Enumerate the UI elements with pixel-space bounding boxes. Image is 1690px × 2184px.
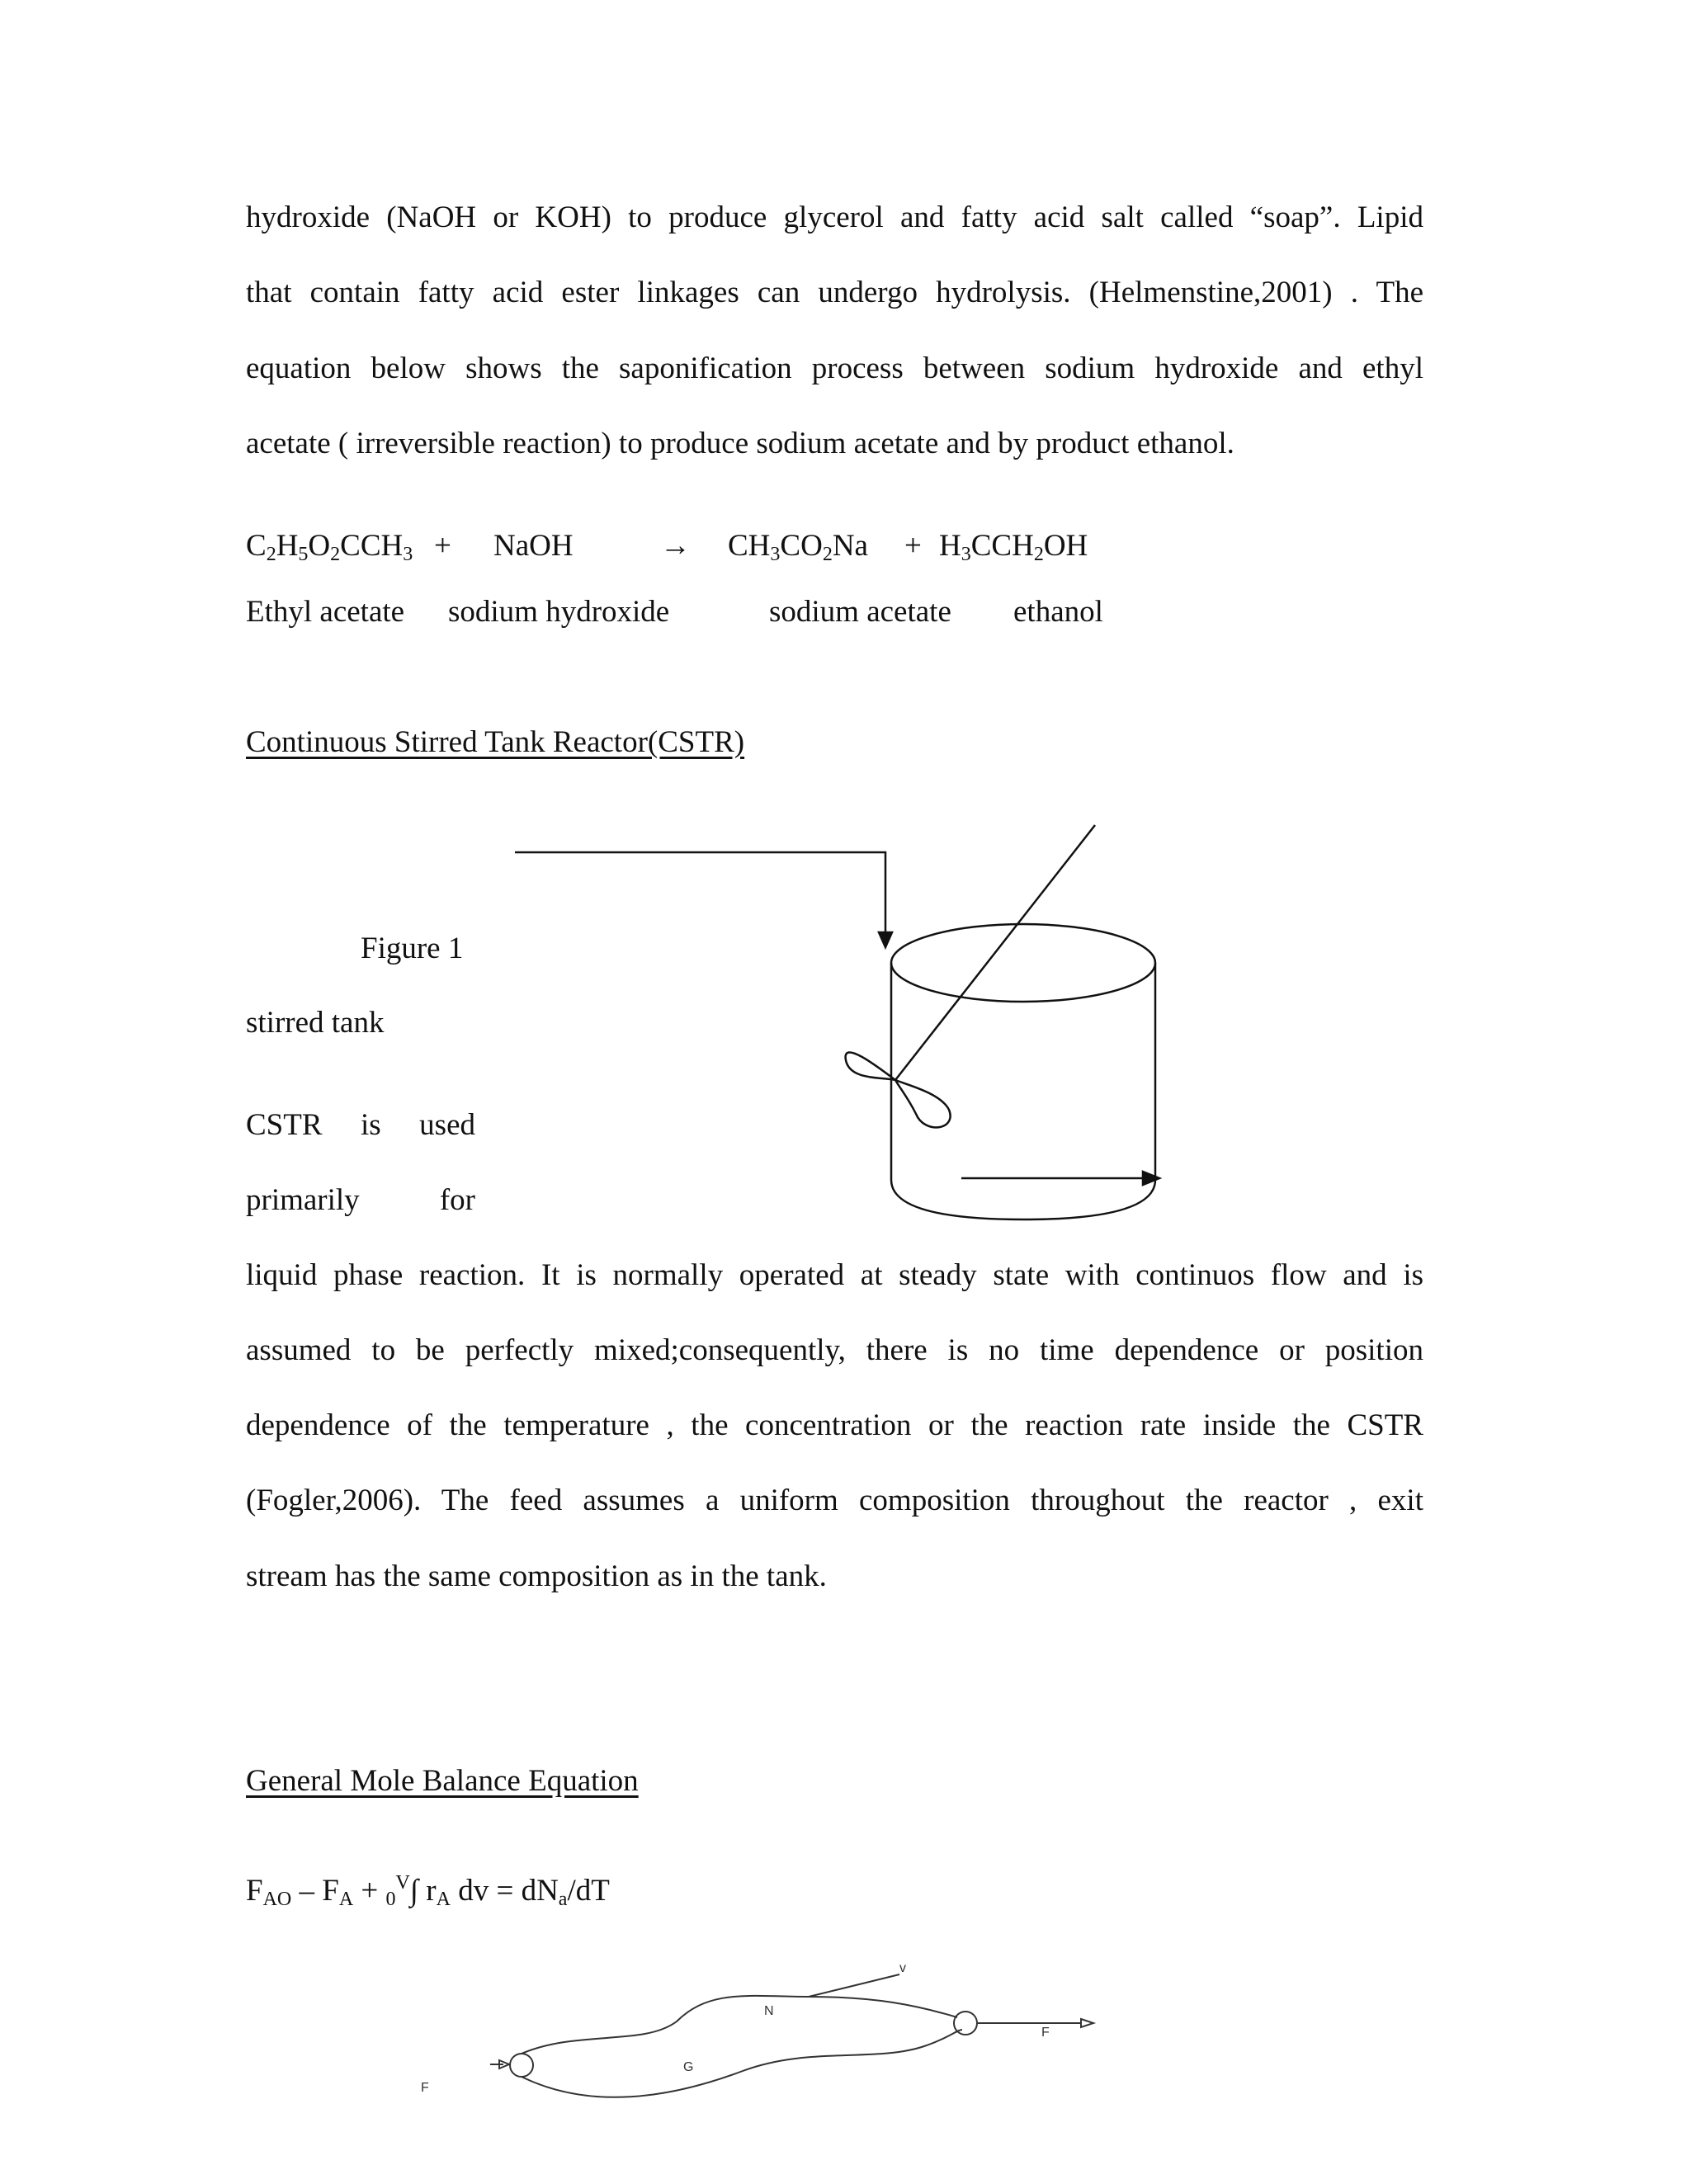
paragraph-line: assumed to be perfectly mixed;consequently, there is no time dependence or position <box>246 1333 1423 1367</box>
paragraph-line: that contain fatty acid ester linkages can undergo hydrolysis. (Helmenstine,2001) . The <box>246 276 1423 309</box>
side-text-line: CSTR is used <box>246 1108 475 1142</box>
volume-label: v <box>899 1961 906 1975</box>
outlet-flow-arrowhead <box>1081 2019 1093 2027</box>
paragraph-line: (Fogler,2006). The feed assumes a uniform composition throughout the reactor , exit <box>246 1484 1423 1517</box>
tank-bottom <box>891 1180 1155 1219</box>
paragraph-line: dependence of the temperature , the concentration or the reaction rate inside the CSTR <box>246 1408 1423 1442</box>
impeller-blade <box>846 1052 951 1127</box>
plus-sign: + <box>904 529 922 563</box>
side-text-line: primarily for <box>246 1183 475 1217</box>
name-ethanol: ethanol <box>1013 595 1103 629</box>
feed-out-label: F <box>1041 2026 1050 2040</box>
mole-balance-equation: $F_{AO} - F_A + _0^V\int$ $r_A$ dv = $dN_a/dT$ <box>246 1872 610 1910</box>
paragraph-line: hydroxide (NaOH or KOH) to produce glycerol and fatty acid salt called “soap”. Lipid <box>246 200 1423 234</box>
paragraph-line: stream has the same composition as in the tank. <box>246 1559 827 1593</box>
volume-pointer-line <box>809 1974 899 1997</box>
figure-label: Figure 1 <box>361 932 464 965</box>
generation-label: G <box>683 2060 694 2074</box>
name-sodium-hydroxide: sodium hydroxide <box>448 595 670 629</box>
feed-in-label: F <box>421 2081 429 2095</box>
inlet-feed-line <box>515 852 885 934</box>
name-sodium-acetate: sodium acetate <box>769 595 951 629</box>
tank-top-rim <box>891 924 1155 1002</box>
reaction-arrow: → <box>660 529 691 563</box>
outlet-node <box>954 2012 977 2035</box>
n-label: N <box>764 2004 774 2018</box>
side-text-line: stirred tank <box>246 1006 385 1040</box>
stirrer-shaft <box>895 825 1095 1080</box>
paragraph-line: acetate ( irreversible reaction) to produce sodium acetate and by product ethanol. <box>246 427 1234 460</box>
product-ethanol-formula: $H_3CCH_2OH$ <box>939 529 1088 565</box>
paragraph-line: equation below shows the saponification process between sodium hydroxide and ethyl <box>246 351 1423 385</box>
volume-upper-boundary <box>522 1996 957 2054</box>
outlet-arrowhead <box>1143 1172 1159 1185</box>
product-sodium-acetate-formula: $CH_3CO_2Na$ <box>728 529 868 565</box>
reactant-naoh: NaOH <box>493 529 574 563</box>
cstr-section-heading: Continuous Stirred Tank Reactor(CSTR) <box>246 725 745 759</box>
inlet-arrowhead <box>879 932 892 947</box>
paragraph-line: liquid phase reaction. It is normally operated at steady state with continuos flow and is <box>246 1258 1423 1292</box>
inlet-node <box>510 2054 533 2077</box>
plus-sign: + <box>434 529 451 563</box>
reactant-ethyl-acetate-formula: $C_2H_5O_2CCH_3$ <box>246 529 413 565</box>
name-ethyl-acetate: Ethyl acetate <box>246 595 405 629</box>
mole-balance-heading: General Mole Balance Equation <box>246 1764 639 1798</box>
flow-volume-diagram <box>490 1974 1093 2097</box>
cstr-tank-diagram <box>515 825 1159 1219</box>
